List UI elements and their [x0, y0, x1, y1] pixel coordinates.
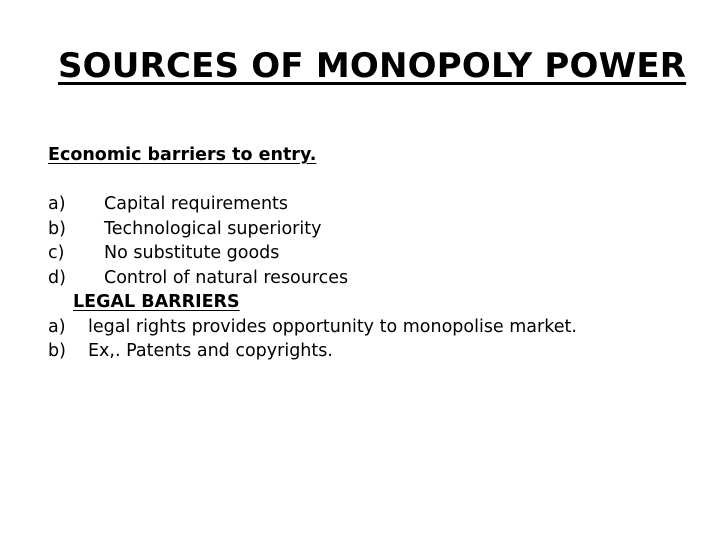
list-item-text: Technological superiority: [104, 218, 322, 239]
slide-content: [48, 143, 718, 364]
list-item-text: Ex,. Patents and copyrights.: [88, 341, 333, 361]
list-item: [48, 241, 718, 266]
list-marker: c): [48, 243, 65, 263]
list-marker: b): [48, 341, 66, 361]
legal-heading-row: [48, 290, 718, 315]
list-item-text: Control of natural resources: [104, 267, 349, 288]
list-marker: d): [48, 267, 66, 288]
economic-heading: Economic barriers to entry.: [48, 145, 317, 165]
list-marker: a): [48, 316, 66, 337]
list-marker: b): [48, 218, 66, 239]
slide-title: SOURCES OF MONOPOLY POWER: [58, 46, 687, 86]
list-item: [48, 217, 718, 242]
list-item: [48, 192, 718, 217]
economic-heading-row: [48, 143, 718, 168]
list-item: [48, 339, 718, 364]
list-item-text: legal rights provides opportunity to monopolise market.: [88, 316, 577, 337]
list-item: [48, 266, 718, 291]
list-item-text: Capital requirements: [104, 194, 289, 214]
list-item: [48, 315, 718, 340]
list-item-text: No substitute goods: [104, 243, 280, 263]
legal-heading: LEGAL BARRIERS: [73, 292, 240, 312]
list-marker: a): [48, 194, 66, 214]
spacer: [48, 168, 718, 193]
